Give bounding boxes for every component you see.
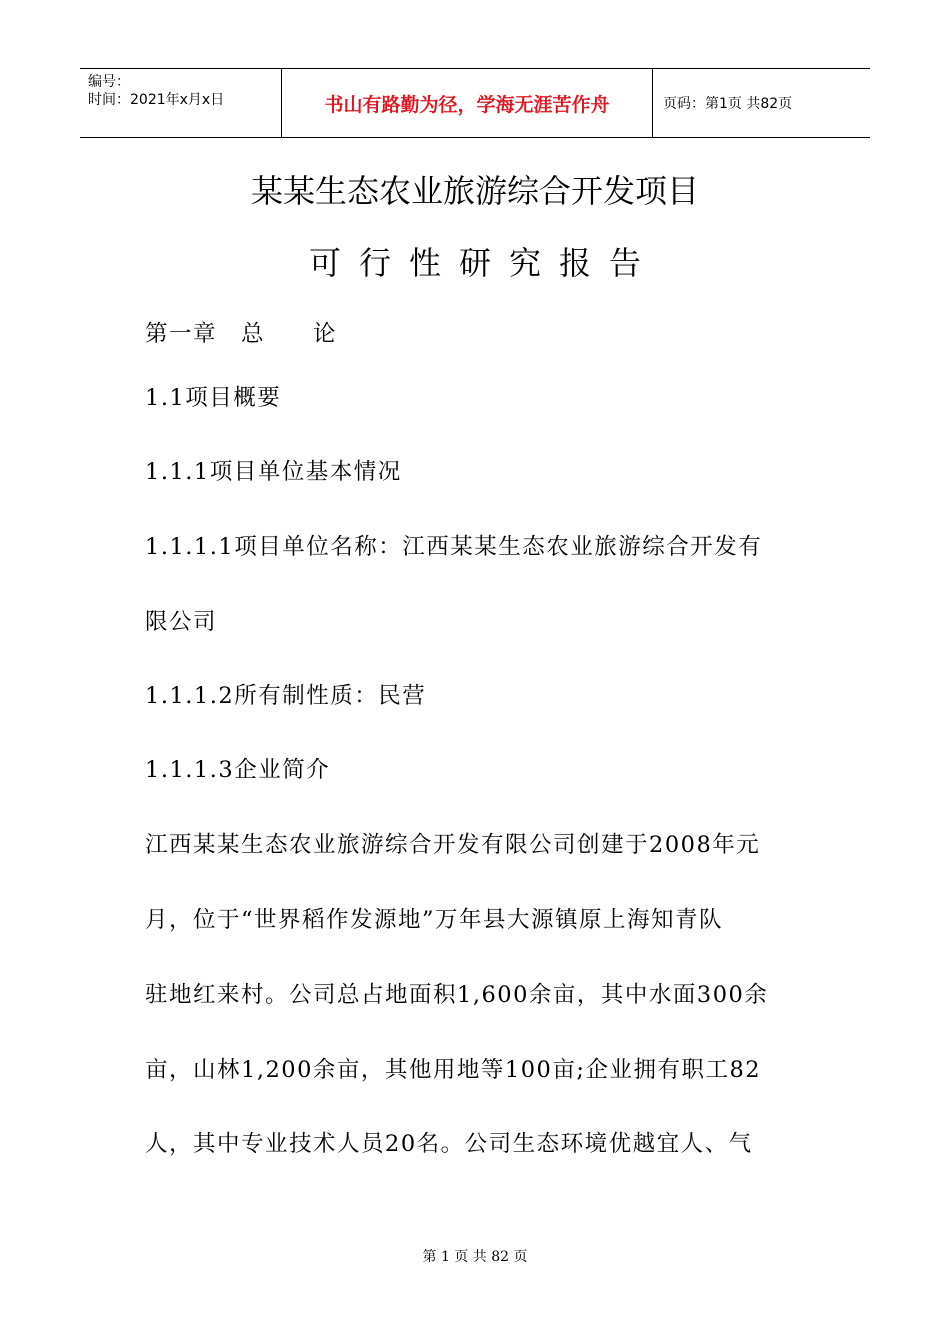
subsection-heading: 1.1.1项目单位基本情况 xyxy=(145,459,402,485)
body-paragraph-line: 月，位于“世界稻作发源地”万年县大源镇原上海知青队 xyxy=(145,907,724,933)
document-header xyxy=(80,68,870,138)
body-paragraph-line: 亩，山林1,200余亩，其他用地等100亩;企业拥有职工82 xyxy=(145,1057,762,1083)
document-title: 某某生态农业旅游综合开发项目 xyxy=(250,172,699,210)
document-number-label: 编号： xyxy=(88,74,130,90)
body-paragraph-line: 人，其中专业技术人员20名。公司生态环境优越宜人、气 xyxy=(145,1131,753,1157)
document-subtitle: 可行性研究报告 xyxy=(308,244,659,282)
document-time-label: 时间：2021年x月x日 xyxy=(88,92,225,108)
header-page-info: 页码：第1页 共82页 xyxy=(663,96,793,112)
body-paragraph-line: 驻地红来村。公司总占地面积1,600余亩，其中水面300余 xyxy=(145,982,769,1008)
body-line: 1.1.1.3企业简介 xyxy=(145,757,331,783)
header-meta xyxy=(80,69,282,137)
body-paragraph-line: 江西某某生态农业旅游综合开发有限公司创建于2008年元 xyxy=(145,832,761,858)
body-line: 1.1.1.1项目单位名称：江西某某生态农业旅游综合开发有 xyxy=(145,534,763,560)
body-line: 1.1.1.2所有制性质：民营 xyxy=(145,683,427,709)
body-line: 限公司 xyxy=(145,609,218,635)
section-heading: 1.1项目概要 xyxy=(145,385,282,411)
page-footer: 第 1 页 共 82 页 xyxy=(422,1249,528,1265)
chapter-heading: 第一章 总 论 xyxy=(145,321,338,347)
header-motto: 书山有路勤为径，学海无涯苦作舟 xyxy=(282,69,653,137)
